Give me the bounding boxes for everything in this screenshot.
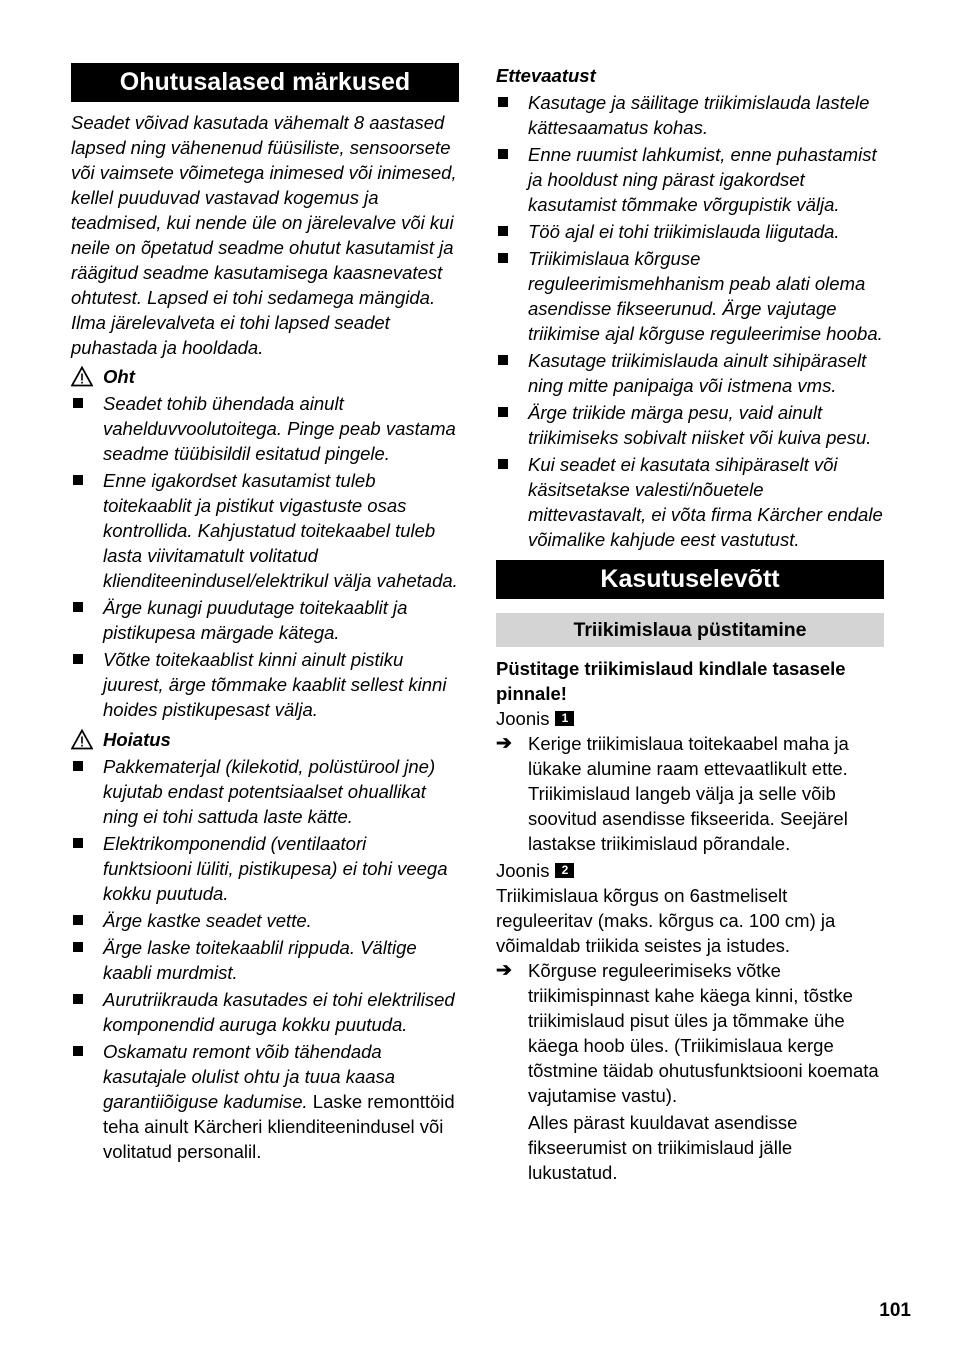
section-heading-safety: Ohutusalased märkused [71, 63, 459, 102]
list-item [71, 831, 459, 906]
list-item [496, 348, 884, 398]
square-bullet-icon [73, 915, 83, 925]
list-item-text: Töö ajal ei tohi triikimislauda liigutada. [528, 221, 840, 242]
list-item-text: Aurutriikrauda kasutades ei tohi elektrilised komponendid auruga kokku puutuda. [103, 989, 455, 1035]
list-item-text: Ärge laske toitekaablil rippuda. Vältige kaabli murdmist. [103, 937, 417, 983]
danger-list [71, 391, 459, 722]
page-number: 101 [879, 1300, 911, 1321]
left-column [71, 63, 459, 1166]
square-bullet-icon [498, 226, 508, 236]
height-paragraph: Triikimislaua kõrgus on 6astmeliselt reguleeritav (maks. kõrgus ca. 100 cm) ja võimaldab triikida seistes ja istudes. [496, 885, 836, 956]
list-item-text-plain: Laske remonttöid teha ainult Kärcheri klienditeenindusel või volitatud personalil. [103, 1091, 455, 1162]
step-item [496, 731, 884, 856]
caution-list [496, 90, 884, 552]
list-item-text-italic: Oskamatu remont võib tähendada kasutajale olulist ohtu ja tuua kaasa garantiiõiguse kadumise. [103, 1041, 396, 1112]
list-item-text: Kasutage ja säilitage triikimislauda lastele kättesaamatus kohas. [528, 92, 870, 138]
list-item [71, 647, 459, 722]
warning-triangle-icon [71, 727, 93, 752]
figure-number-badge: 1 [555, 711, 574, 726]
right-column [496, 63, 884, 1185]
list-item-text: Triikimislaua kõrguse reguleerimismehhanism peab alati olema asendisse fikseerunud. Ärge vajutage triikimise ajal kõrguse reguleerimise hooba. [528, 248, 883, 344]
square-bullet-icon [498, 149, 508, 159]
list-item-text: Enne ruumist lahkumist, enne puhastamist ja hooldust ning pärast igakordset kasutamist tõmmake võrgupistik välja. [528, 144, 877, 215]
list-item [496, 246, 884, 346]
step-item [496, 958, 884, 1108]
step-text: Kerige triikimislaua toitekaabel maha ja lükake alumine raam ettevaatlikult ette. Triikimislaud langeb välja ja selle võib soovitud asendisse fikseerida. Seejärel lastakse triikimislaud põrandale. [528, 733, 849, 854]
danger-heading [71, 364, 459, 389]
square-bullet-icon [73, 475, 83, 485]
list-item [71, 987, 459, 1037]
square-bullet-icon [498, 459, 508, 469]
list-item-text: Kasutage triikimislauda ainult sihipäraselt ning mitte panipaiga või istmena vms. [528, 350, 867, 396]
intro-paragraph: Seadet võivad kasutada vähemalt 8 aastased lapsed ning vähenenud füüsiliste, sensoorsete või vaimsete võimetega inimesed või inimesed, kellel puuduvad vastavad kogemus ja teadmised, kui nende üle on järelevalve või kui neile on õpetatud seadme ohutut kasutamist ja räägitud seadme kasutamisega kaasnevatest ohtutest. Lapsed ei tohi sedamega mängida. Ilma järelevalveta ei tohi lapsed seadet puhastada ja hooldada. [71, 112, 457, 358]
list-item [496, 452, 884, 552]
list-item [71, 1039, 459, 1164]
figure-number-badge: 2 [555, 863, 574, 878]
square-bullet-icon [73, 654, 83, 664]
figure-label: Joonis [496, 860, 550, 881]
list-item-text: Enne igakordset kasutamist tuleb toitekaablit ja pistikut vigastuste osas kontrollida. Kahjustatud toitekaabel tuleb lasta viivitamatult volitatud klienditeenindusel/elektrikul välja vahetada. [103, 470, 458, 591]
list-item [71, 908, 459, 933]
list-item [496, 400, 884, 450]
list-item-text: Kui seadet ei kasutata sihipäraselt või käsitsetakse valesti/nõuetele mittevastavalt, ei võta firma Kärcher endale võimalike kahjude eest vastutust. [528, 454, 883, 550]
warning-label: Hoiatus [103, 729, 171, 750]
warning-triangle-icon [71, 364, 93, 389]
square-bullet-icon [498, 253, 508, 263]
square-bullet-icon [498, 355, 508, 365]
warning-heading [71, 727, 459, 752]
list-item [71, 935, 459, 985]
figure-label: Joonis [496, 708, 550, 729]
figure-reference-1 [496, 706, 884, 731]
list-item [71, 391, 459, 466]
caution-heading: Ettevaatust [496, 65, 596, 86]
square-bullet-icon [498, 97, 508, 107]
list-item [496, 142, 884, 217]
list-item-text: Pakkematerjal (kilekotid, polüstürool jne) kujutab endast potentsiaalset ohuallikat ning ei tohi sattuda laste kätte. [103, 756, 436, 827]
arrow-right-icon: ➔ [496, 733, 512, 754]
list-item-text: Ärge kunagi puudutage toitekaablit ja pistikupesa märgade kätega. [103, 597, 408, 643]
list-item-text: Ärge kastke seadet vette. [103, 910, 312, 931]
arrow-right-icon: ➔ [496, 960, 512, 981]
list-item [71, 468, 459, 593]
figure-reference-2 [496, 858, 884, 883]
list-item [496, 219, 884, 244]
square-bullet-icon [73, 1046, 83, 1056]
subsection-heading: Triikimislaua püstitamine [496, 613, 884, 647]
square-bullet-icon [73, 942, 83, 952]
step-text: Kõrguse reguleerimiseks võtke triikimispinnast kahe käega kinni, tõstke triikimislaud pisut üles ja tõmmake ühe käega hoob üles. (Triikimislaua kerge tõstmine täidab ohutusfunktsiooni koemata vajutamise vastu). [528, 960, 879, 1106]
list-item-text: Elektrikomponendid (ventilaatori funktsiooni lüliti, pistikupesa) ei tohi veega kokku puutuda. [103, 833, 448, 904]
list-item-text: Ärge triikide märga pesu, vaid ainult triikimiseks sobivalt niisket või kuiva pesu. [528, 402, 872, 448]
step-note: Alles pärast kuuldavat asendisse fikseerumist on triikimislaud jälle lukustatud. [528, 1112, 798, 1183]
list-item [496, 90, 884, 140]
list-item-text: Seadet tohib ühendada ainult vahelduvvoolutoitega. Pinge peab vastama seadme tüübisildil esitatud pingele. [103, 393, 456, 464]
square-bullet-icon [73, 398, 83, 408]
square-bullet-icon [73, 838, 83, 848]
section-heading-setup: Kasutuselevõtt [496, 560, 884, 599]
square-bullet-icon [73, 761, 83, 771]
square-bullet-icon [498, 407, 508, 417]
square-bullet-icon [73, 602, 83, 612]
warning-list [71, 754, 459, 1164]
list-item-text: Võtke toitekaablist kinni ainult pistiku juurest, ärge tõmmake kaablit sellest kinni hoides pistikupesast välja. [103, 649, 447, 720]
bold-instruction: Püstitage triikimislaud kindlale tasasele pinnale! [496, 658, 846, 704]
danger-label: Oht [103, 366, 135, 387]
square-bullet-icon [73, 994, 83, 1004]
list-item [71, 754, 459, 829]
list-item [71, 595, 459, 645]
